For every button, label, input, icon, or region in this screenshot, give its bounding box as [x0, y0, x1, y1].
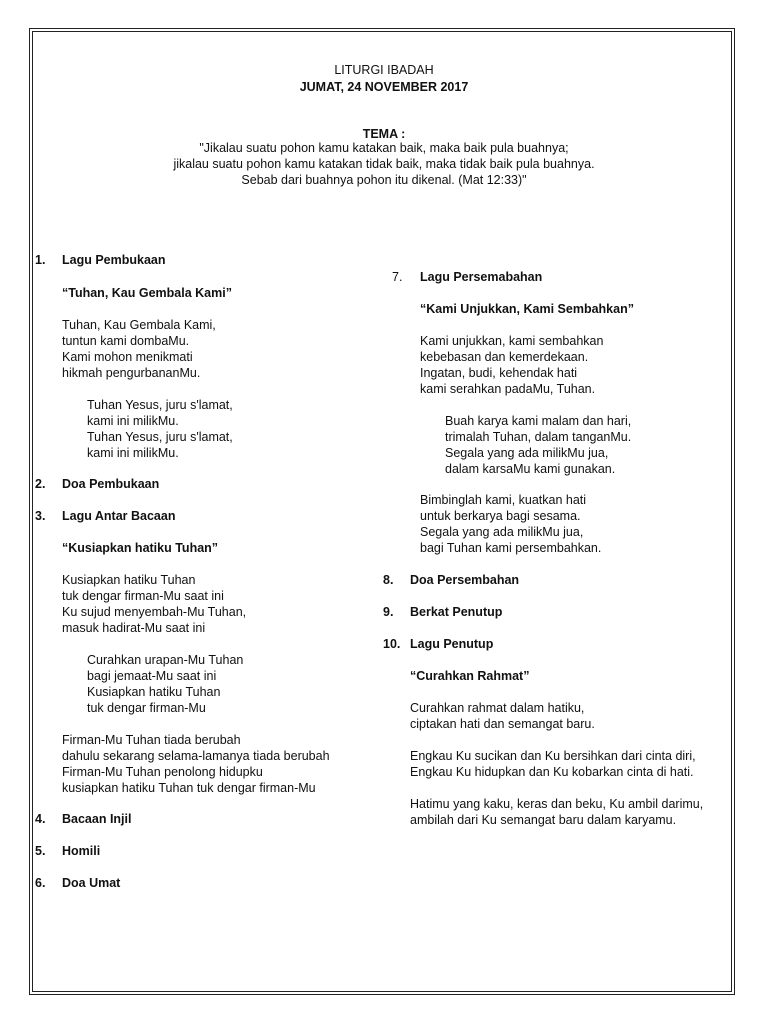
- lyric-line: Curahkan rahmat dalam hatiku,: [410, 701, 585, 715]
- lyric-line: Tuhan Yesus, juru s'lamat,: [87, 430, 233, 444]
- item-number: 5.: [35, 844, 46, 858]
- lyric-line: kami serahkan padaMu, Tuhan.: [420, 382, 596, 396]
- lyric-line: Kusiapkan hatiku Tuhan: [62, 573, 196, 587]
- lyric-line: kami ini milikMu.: [87, 414, 179, 428]
- lyric-line: kami ini milikMu.: [87, 446, 179, 460]
- item-number: 3.: [35, 509, 46, 523]
- tema-line-3: Sebab dari buahnya pohon itu dikenal. (Mat 12:33)": [241, 173, 527, 187]
- tema-label: TEMA :: [362, 127, 406, 141]
- lyric-line: dahulu sekarang selama-lamanya tiada berubah: [62, 749, 330, 763]
- lyric-line: Tuhan, Kau Gembala Kami,: [62, 318, 216, 332]
- item-heading: Lagu Pembukaan: [62, 253, 166, 267]
- lyric-line: Ingatan, budi, kehendak hati: [420, 366, 578, 380]
- lyric-line: Engkau Ku sucikan dan Ku bersihkan dari cinta diri,: [410, 749, 696, 763]
- lyric-line: dalam karsaMu kami gunakan.: [445, 462, 616, 476]
- liturgy-date: JUMAT, 24 NOVEMBER 2017: [299, 80, 469, 94]
- lyric-line: Curahkan urapan-Mu Tuhan: [87, 653, 244, 667]
- lyric-line: Kami unjukkan, kami sembahkan: [420, 334, 604, 348]
- item-number: 2.: [35, 477, 46, 491]
- item-heading: Doa Umat: [62, 876, 121, 890]
- lyric-line: bagi jemaat-Mu saat ini: [87, 669, 217, 683]
- lyric-line: tuk dengar firman-Mu: [87, 701, 206, 715]
- lyric-line: Engkau Ku hidupkan dan Ku kobarkan cinta di hati.: [410, 765, 694, 779]
- lyric-line: Bimbinglah kami, kuatkan hati: [420, 493, 587, 507]
- item-heading: Doa Persembahan: [410, 573, 520, 587]
- song-title: “Kami Unjukkan, Kami Sembahkan”: [420, 302, 634, 316]
- lyric-line: Segala yang ada milikMu jua,: [445, 446, 609, 460]
- lyric-line: Segala yang ada milikMu jua,: [420, 525, 584, 539]
- item-heading: Bacaan Injil: [62, 812, 132, 826]
- lyric-line: ciptakan hati dan semangat baru.: [410, 717, 595, 731]
- song-title: “Curahkan Rahmat”: [410, 669, 530, 683]
- lyric-line: untuk berkarya bagi sesama.: [420, 509, 581, 523]
- item-number: 6.: [35, 876, 46, 890]
- liturgy-title: LITURGI IBADAH: [334, 63, 434, 77]
- tema-line-2: jikalau suatu pohon kamu katakan tidak baik, maka tidak baik pula buahnya.: [173, 157, 595, 171]
- lyric-line: hikmah pengurbananMu.: [62, 366, 201, 380]
- song-title: “Kusiapkan hatiku Tuhan”: [62, 541, 219, 555]
- lyric-line: trimalah Tuhan, dalam tanganMu.: [445, 430, 632, 444]
- lyric-line: tuntun kami dombaMu.: [62, 334, 190, 348]
- item-number: 7.: [392, 270, 403, 284]
- item-heading: Berkat Penutup: [410, 605, 503, 619]
- tema-line-1: "Jikalau suatu pohon kamu katakan baik, maka baik pula buahnya;: [199, 141, 569, 155]
- lyric-line: Kami mohon menikmati: [62, 350, 193, 364]
- lyric-line: bagi Tuhan kami persembahkan.: [420, 541, 602, 555]
- lyric-line: masuk hadirat-Mu saat ini: [62, 621, 206, 635]
- lyric-line: kusiapkan hatiku Tuhan tuk dengar firman-Mu: [62, 781, 316, 795]
- lyric-line: Firman-Mu Tuhan tiada berubah: [62, 733, 241, 747]
- item-heading: Doa Pembukaan: [62, 477, 160, 491]
- item-number: 8.: [383, 573, 394, 587]
- item-number: 10.: [383, 637, 401, 651]
- item-heading: Homili: [62, 844, 101, 858]
- lyric-line: Tuhan Yesus, juru s'lamat,: [87, 398, 233, 412]
- item-number: 9.: [383, 605, 394, 619]
- lyric-line: ambilah dari Ku semangat baru dalam karyamu.: [410, 813, 677, 827]
- item-number: 1.: [35, 253, 46, 267]
- item-heading: Lagu Antar Bacaan: [62, 509, 176, 523]
- lyric-line: tuk dengar firman-Mu saat ini: [62, 589, 224, 603]
- lyric-line: Buah karya kami malam dan hari,: [445, 414, 632, 428]
- song-title: “Tuhan, Kau Gembala Kami”: [62, 286, 232, 300]
- lyric-line: Ku sujud menyembah-Mu Tuhan,: [62, 605, 247, 619]
- item-heading: Lagu Penutup: [410, 637, 494, 651]
- lyric-line: Firman-Mu Tuhan penolong hidupku: [62, 765, 263, 779]
- lyric-line: Hatimu yang kaku, keras dan beku, Ku ambil darimu,: [410, 797, 704, 811]
- item-number: 4.: [35, 812, 46, 826]
- lyric-line: Kusiapkan hatiku Tuhan: [87, 685, 221, 699]
- item-heading: Lagu Persemabahan: [420, 270, 543, 284]
- lyric-line: kebebasan dan kemerdekaan.: [420, 350, 589, 364]
